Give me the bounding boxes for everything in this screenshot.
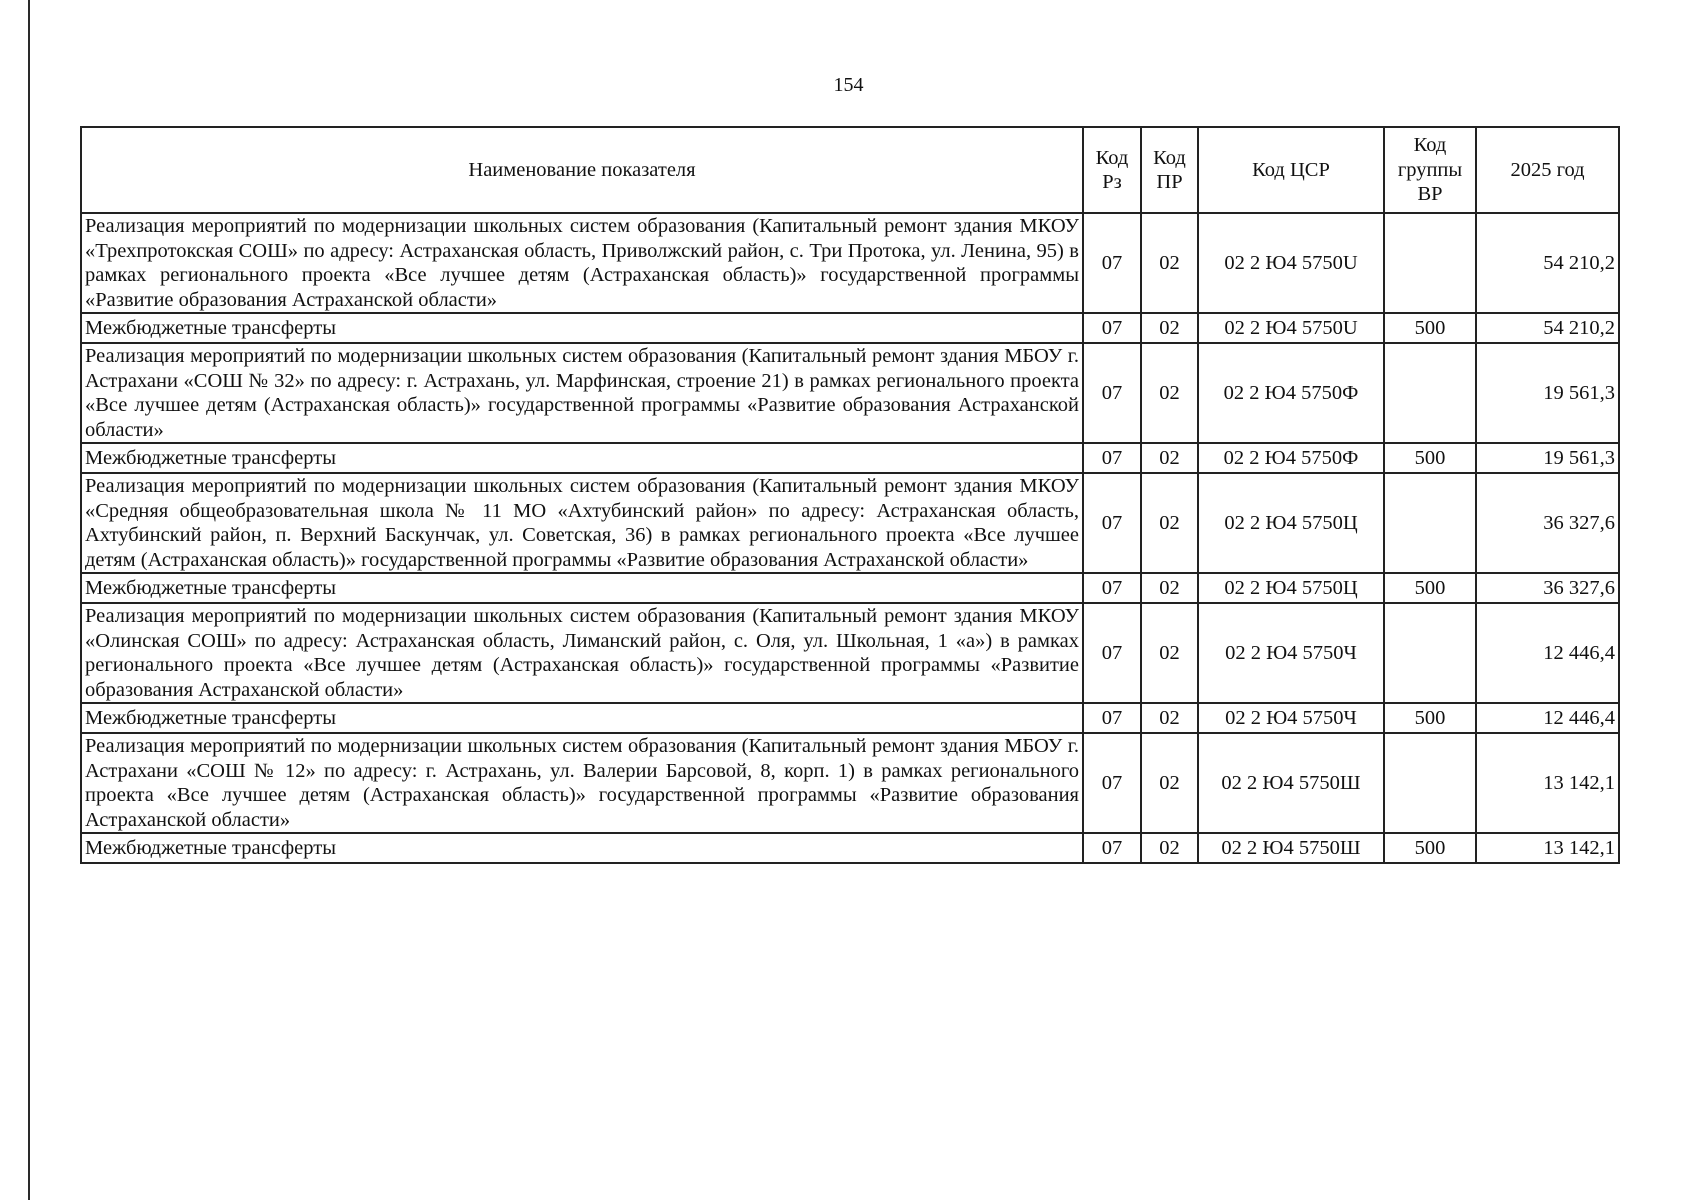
row-pr: 02 — [1141, 343, 1198, 443]
header-csr: Код ЦСР — [1198, 127, 1384, 213]
row-rz: 07 — [1083, 733, 1141, 833]
row-csr: 02 2 Ю4 5750U — [1198, 313, 1384, 343]
row-amount: 13 142,1 — [1476, 833, 1619, 863]
header-pr: Код ПР — [1141, 127, 1198, 213]
row-name: Межбюджетные трансферты — [81, 443, 1083, 473]
header-year: 2025 год — [1476, 127, 1619, 213]
row-csr: 02 2 Ю4 5750Ш — [1198, 833, 1384, 863]
table-row — [81, 213, 1619, 313]
table-row — [81, 703, 1619, 733]
row-name: Межбюджетные трансферты — [81, 703, 1083, 733]
row-name: Реализация мероприятий по модернизации школьных систем образования (Капитальный ремонт здания МКОУ «Средняя общеобразовательная школа № 11 МО «Ахтубинский район» по адресу: Астраханская область, Ахтубинский район, п. Верхний Баскунчак, ул. Советская, 36) в рамках регионального проекта «Все лучшее детям (Астраханская область)» государственной программы «Развитие образования Астраханской области» — [81, 473, 1083, 573]
row-csr: 02 2 Ю4 5750Ф — [1198, 343, 1384, 443]
row-name: Реализация мероприятий по модернизации школьных систем образования (Капитальный ремонт здания МБОУ г. Астрахани «СОШ № 12» по адресу: г. Астрахань, ул. Валерии Барсовой, 8, корп. 1) в рамках регионального проекта «Все лучшее детям (Астраханская область)» государственной программы «Развитие образования Астраханской области» — [81, 733, 1083, 833]
row-pr: 02 — [1141, 313, 1198, 343]
row-amount: 12 446,4 — [1476, 603, 1619, 703]
table-row — [81, 343, 1619, 443]
row-rz: 07 — [1083, 573, 1141, 603]
budget-table — [80, 126, 1620, 864]
row-vr: 500 — [1384, 573, 1476, 603]
page-number: 154 — [833, 74, 864, 96]
row-pr: 02 — [1141, 703, 1198, 733]
row-vr — [1384, 473, 1476, 573]
row-pr: 02 — [1141, 213, 1198, 313]
row-rz: 07 — [1083, 443, 1141, 473]
table-row — [81, 833, 1619, 863]
row-vr: 500 — [1384, 313, 1476, 343]
row-amount: 36 327,6 — [1476, 473, 1619, 573]
row-rz: 07 — [1083, 603, 1141, 703]
header-rz: Код Рз — [1083, 127, 1141, 213]
row-name: Реализация мероприятий по модернизации школьных систем образования (Капитальный ремонт здания МКОУ «Трехпротокская СОШ» по адресу: Астраханская область, Приволжский район, с. Три Протока, ул. Ленина, 95) в рамках регионального проекта «Все лучшее детям (Астраханская область)» государственной программы «Развитие образования Астраханской области» — [81, 213, 1083, 313]
row-amount: 36 327,6 — [1476, 573, 1619, 603]
header-vr: Код группы ВР — [1384, 127, 1476, 213]
row-name: Реализация мероприятий по модернизации школьных систем образования (Капитальный ремонт здания МБОУ г. Астрахани «СОШ № 32» по адресу: г. Астрахань, ул. Марфинская, строение 21) в рамках регионального проекта «Все лучшее детям (Астраханская область)» государственной программы «Развитие образования Астраханской области» — [81, 343, 1083, 443]
row-rz: 07 — [1083, 703, 1141, 733]
row-pr: 02 — [1141, 603, 1198, 703]
row-amount: 54 210,2 — [1476, 313, 1619, 343]
table-row — [81, 313, 1619, 343]
table-row — [81, 603, 1619, 703]
row-csr: 02 2 Ю4 5750Ч — [1198, 703, 1384, 733]
row-name: Реализация мероприятий по модернизации школьных систем образования (Капитальный ремонт здания МКОУ «Олинская СОШ» по адресу: Астраханская область, Лиманский район, с. Оля, ул. Школьная, 1 «а») в рамках регионального проекта «Все лучшее детям (Астраханская область)» государственной программы «Развитие образования Астраханской области» — [81, 603, 1083, 703]
row-csr: 02 2 Ю4 5750Ц — [1198, 473, 1384, 573]
row-vr — [1384, 343, 1476, 443]
row-rz: 07 — [1083, 343, 1141, 443]
row-rz: 07 — [1083, 213, 1141, 313]
row-rz: 07 — [1083, 833, 1141, 863]
row-csr: 02 2 Ю4 5750Ч — [1198, 603, 1384, 703]
row-name: Межбюджетные трансферты — [81, 833, 1083, 863]
table-header-row — [81, 127, 1619, 213]
row-csr: 02 2 Ю4 5750Ш — [1198, 733, 1384, 833]
table-row — [81, 473, 1619, 573]
scan-edge-line — [28, 0, 30, 1200]
row-rz: 07 — [1083, 313, 1141, 343]
row-csr: 02 2 Ю4 5750Ф — [1198, 443, 1384, 473]
row-amount: 54 210,2 — [1476, 213, 1619, 313]
row-vr — [1384, 603, 1476, 703]
row-pr: 02 — [1141, 573, 1198, 603]
row-vr — [1384, 213, 1476, 313]
row-rz: 07 — [1083, 473, 1141, 573]
row-pr: 02 — [1141, 443, 1198, 473]
row-name: Межбюджетные трансферты — [81, 573, 1083, 603]
row-pr: 02 — [1141, 733, 1198, 833]
row-pr: 02 — [1141, 473, 1198, 573]
row-vr: 500 — [1384, 443, 1476, 473]
table-row — [81, 733, 1619, 833]
row-pr: 02 — [1141, 833, 1198, 863]
row-amount: 19 561,3 — [1476, 443, 1619, 473]
row-amount: 19 561,3 — [1476, 343, 1619, 443]
row-csr: 02 2 Ю4 5750U — [1198, 213, 1384, 313]
row-csr: 02 2 Ю4 5750Ц — [1198, 573, 1384, 603]
row-amount: 13 142,1 — [1476, 733, 1619, 833]
row-vr — [1384, 733, 1476, 833]
row-vr: 500 — [1384, 703, 1476, 733]
row-amount: 12 446,4 — [1476, 703, 1619, 733]
header-name: Наименование показателя — [81, 127, 1083, 213]
table-row — [81, 573, 1619, 603]
table-row — [81, 443, 1619, 473]
row-vr: 500 — [1384, 833, 1476, 863]
row-name: Межбюджетные трансферты — [81, 313, 1083, 343]
